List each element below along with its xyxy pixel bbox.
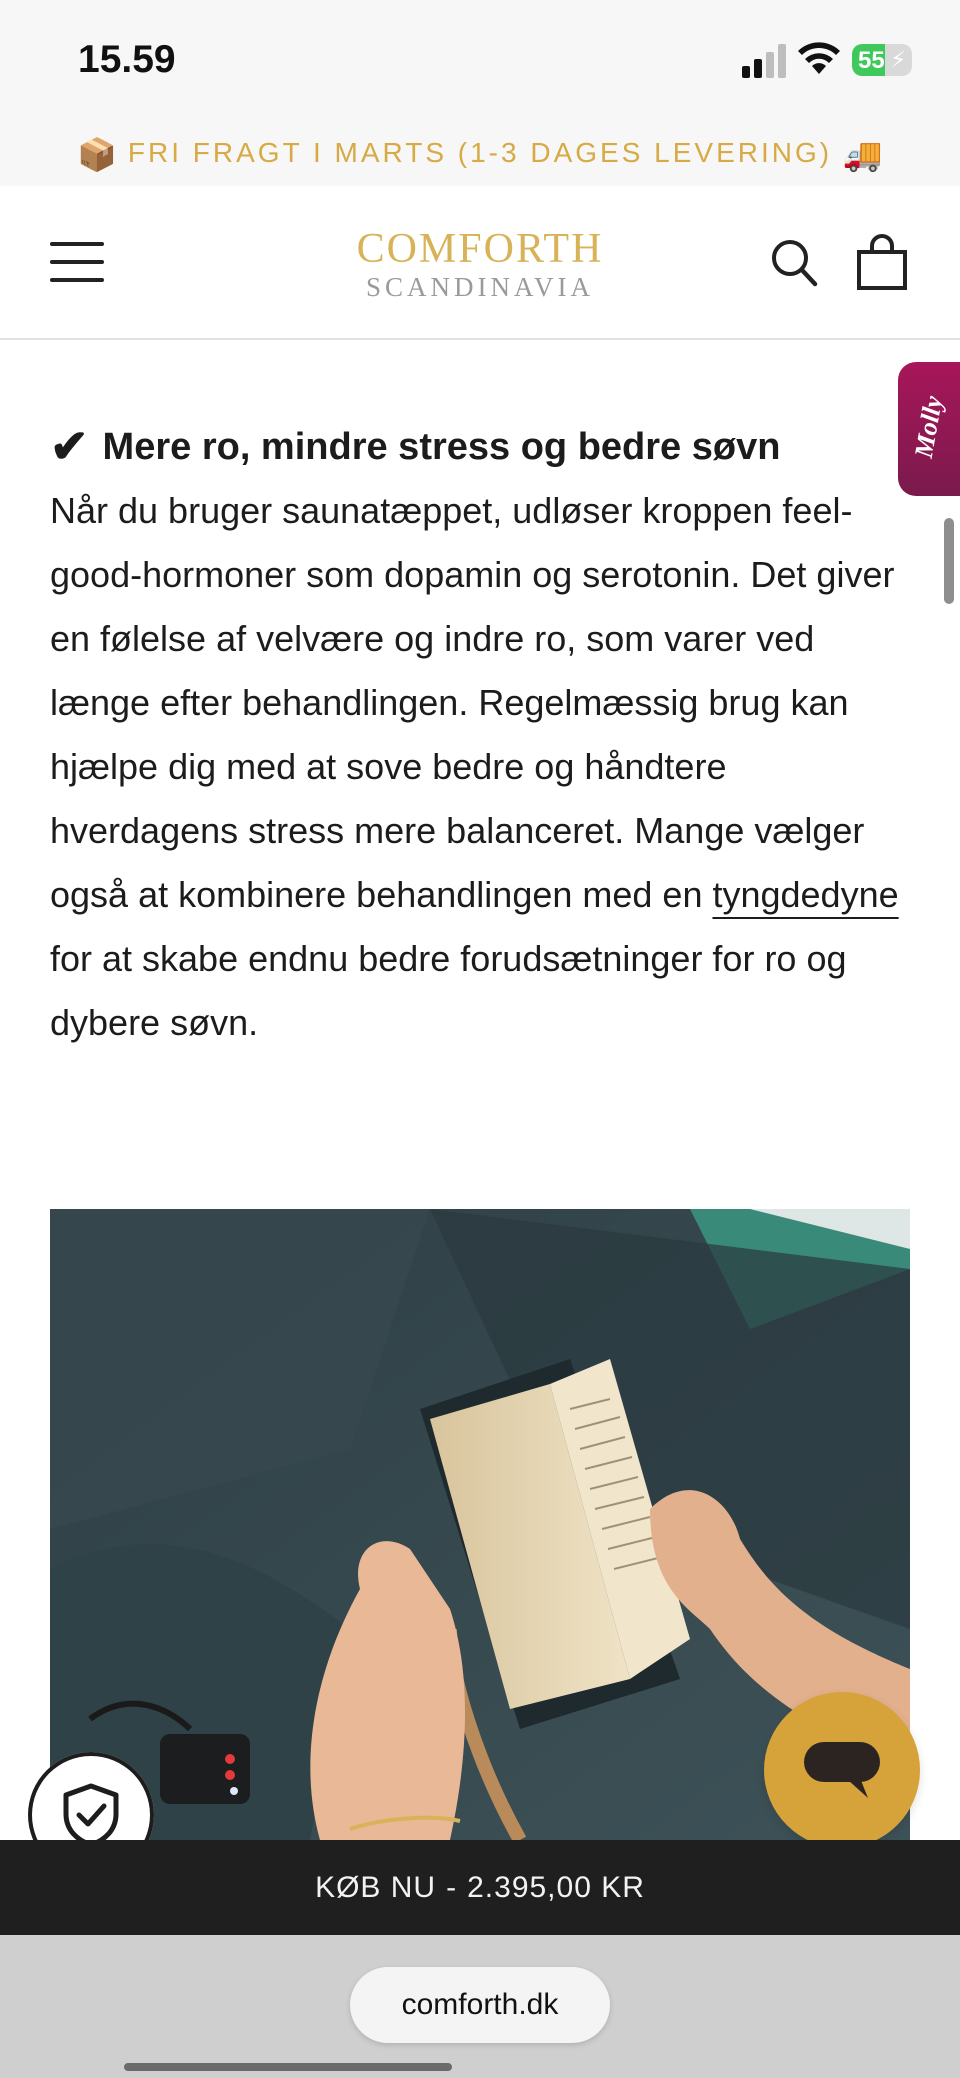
checkmark-icon: ✔ — [50, 420, 89, 472]
buy-now-label: KØB NU — [315, 1871, 437, 1904]
molly-chat-tab[interactable] — [898, 362, 960, 496]
tyngdedyne-link[interactable]: tyngdedyne — [712, 874, 899, 915]
article-section — [50, 414, 920, 1055]
delivery-truck-icon: 🚚 — [842, 136, 883, 173]
article-body-text: Når du bruger saunatæppet, udløser kroppen feel-good-hormoner som dopamin og serotonin. Det giver en følelse af velvære og indre ro, som varer ved længe efter behandlingen. Regelmæssig brug kan hjælpe dig med at sove bedre og håndtere hverdagens stress mere balanceret. Mange vælger også at kombinere behandlingen med en — [50, 490, 895, 915]
buy-price: 2.395,00 KR — [467, 1871, 645, 1904]
scrollbar-thumb[interactable] — [944, 518, 954, 604]
molly-label: Molly — [908, 393, 949, 461]
chat-button[interactable] — [764, 1692, 920, 1848]
article-body-text-end: for at skabe endnu bedre forudsætninger for ro og dybere søvn. — [50, 938, 847, 1043]
status-time: 15.59 — [78, 38, 176, 81]
signal-icon — [742, 44, 788, 78]
address-bar[interactable]: comforth.dk — [350, 1967, 610, 2043]
charging-bolt-icon: ⚡ — [890, 48, 906, 73]
package-icon: 📦 — [77, 136, 118, 173]
search-icon[interactable] — [770, 238, 818, 288]
shield-check-icon — [60, 1782, 122, 1848]
article-heading-row — [50, 414, 920, 479]
logo[interactable] — [330, 226, 630, 302]
menu-icon[interactable] — [50, 242, 104, 282]
promo-banner — [0, 120, 960, 186]
bag-icon[interactable] — [856, 234, 908, 290]
article-heading: Mere ro, mindre stress og bedre søvn — [102, 426, 781, 468]
battery-icon — [852, 44, 912, 76]
wifi-icon — [796, 40, 842, 76]
home-indicator — [124, 2063, 452, 2071]
logo-main-text: COMFORTH — [356, 226, 604, 272]
battery-percentage: 55 — [858, 47, 885, 74]
article-body — [50, 479, 920, 1055]
chat-bubble-icon — [802, 1740, 882, 1800]
status-bar — [0, 0, 960, 120]
buy-now-bar[interactable] — [0, 1840, 960, 1935]
logo-sub-text: SCANDINAVIA — [365, 272, 595, 302]
browser-toolbar — [0, 1935, 960, 2078]
site-header — [0, 186, 960, 340]
promo-text: FRI FRAGT I MARTS (1-3 DAGES LEVERING) — [127, 137, 833, 168]
buy-separator: - — [446, 1871, 458, 1904]
